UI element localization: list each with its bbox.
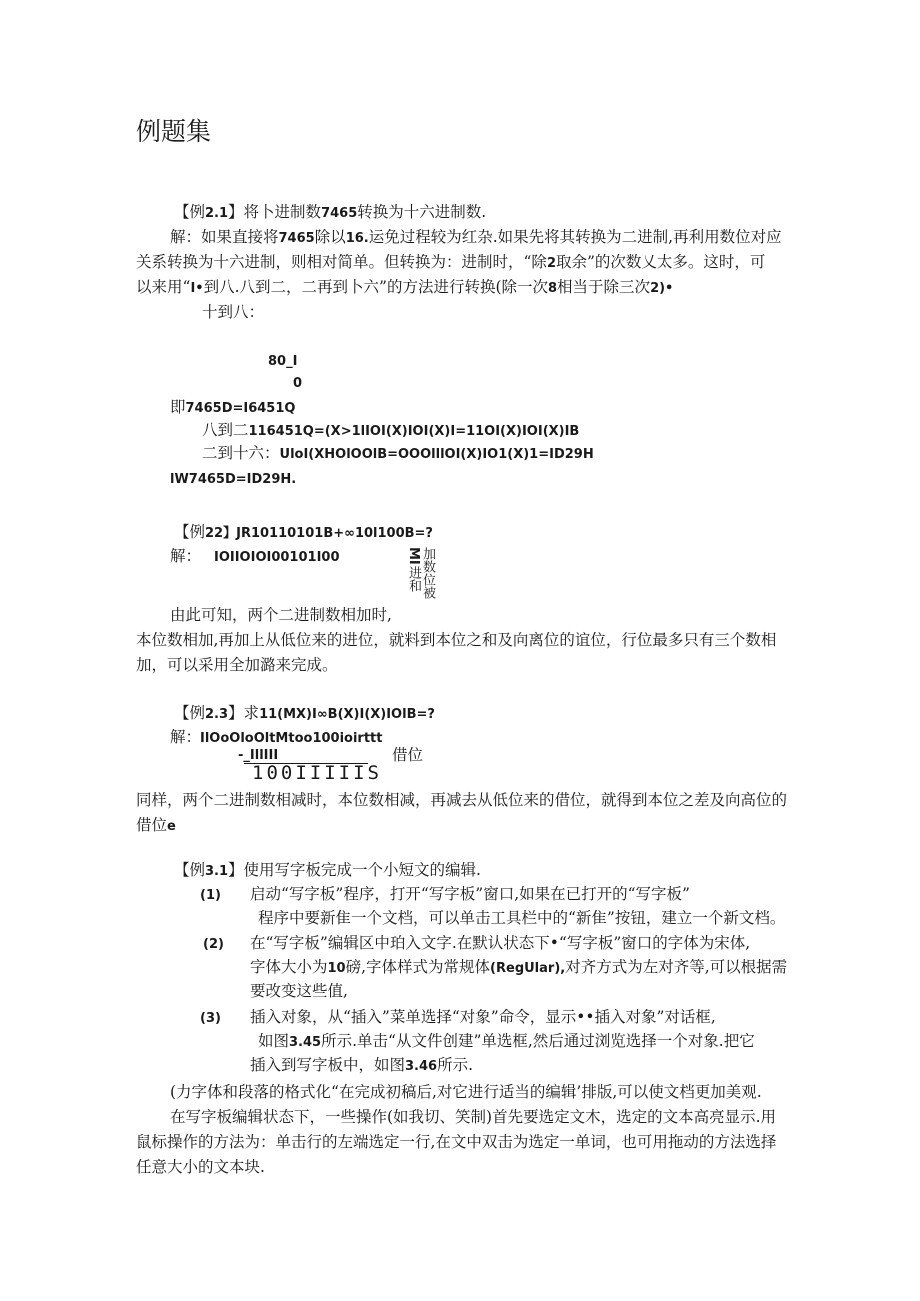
example-2-3-note-1: 同样，两个二进制数相减时，本位数相减，再减去从低位来的借位，就得到本位之差及向高位的 — [136, 791, 788, 809]
example-2-2-solution-label: 解： — [170, 547, 202, 565]
format-paragraph-line-1: (力字体和段落的格式化“在完成初稿后,对它进行适当的编辑’排版,可以使文档更加美观. — [170, 1083, 762, 1101]
example-2-1-line-3: 以来用“I•到八.八到二，二再到卜六”的方法进行转换(除一次8相当于除三次2)• — [136, 278, 674, 296]
step-eight-to-two: 八到二116451Q=(X>1lIOI(X)IOI(X)I=11OI(X)IOI(X)IB — [202, 421, 580, 439]
page-title: 例题集 — [136, 117, 212, 146]
vertical-label-bold: MI — [406, 547, 421, 565]
example-2-3-solution-label: 解： — [170, 728, 202, 746]
step-1-line-2: 程序中要新隹一个文档，可以单击工具栏中的“新隹”按钮，建立一个新文档。 — [258, 909, 786, 927]
format-paragraph-line-3: 鼠标操作的方法为：单击行的左端选定一行,在文中双击为选定一单词，也可用拖动的方法选择 — [136, 1133, 777, 1151]
step-3-line-1: 插入对象，从“插入”菜单选择“对象”命令，显示••插入对象”对话框, — [250, 1008, 716, 1026]
calc-line-1: 80_I — [268, 354, 298, 369]
example-2-2-note-3: 加，可以采用全加潞来完成。 — [136, 656, 338, 674]
example-2-3-subtrahend: -_IllIII — [238, 748, 279, 763]
step-two-to-sixteen: 二到十六：UloI(XHOlOOlB=OOOlllOI(X)IO1(X)1=ID29H — [202, 444, 594, 462]
step-1-line-1: 启动“写字板”程序，打开“写字板”窗口,如果在已打开的“写字板” — [250, 885, 690, 903]
step-ten-to-eight: 十到八： — [202, 303, 265, 321]
step-1-number: (1) — [200, 888, 221, 903]
example-2-2-note-1: 由此可知，两个二进制数相加时, — [170, 606, 392, 624]
example-2-3-result: 100IIIIIS — [252, 762, 382, 784]
example-2-2-heading: 【例22】JR10110101B+∞10l100B=? — [174, 523, 433, 541]
result-octal: 即7465D=I6451Q — [170, 398, 296, 416]
example-2-3-solution-expr: IlOoOloOltMtoo100ioirttt — [200, 731, 383, 746]
example-3-1-heading: 【例3.1】使用写字板完成一个小短文的编辑. — [174, 861, 481, 879]
step-2-number: (2) — [203, 937, 224, 952]
example-2-1-line-1: 解：如果直接将7465除以16.运免过程较为红杂.如果先将其转换为二进制,再利用数位对应 — [170, 228, 782, 246]
step-3-number: (3) — [200, 1011, 221, 1026]
step-2-line-2: 字体大小为10磅,字体样式为常规体(RegUlar),对齐方式为左对齐等,可以根据需 — [250, 958, 788, 976]
example-2-2-note-2: 本位数相加,再加上从低位来的进位，就料到本位之和及向离位的谊位，行位最多只有三个数相 — [136, 631, 777, 649]
example-2-2-solution-expr: IOIIOIOI00101I00 — [214, 550, 340, 565]
format-paragraph-line-4: 任意大小的文本块. — [136, 1158, 265, 1176]
example-2-1-line-2: 关系转换为十六进制，则相对简单。但转换为：进制时，“除2取余”的次数乂太多。这时，可 — [136, 253, 766, 271]
vertical-label-carry: 进和 — [406, 566, 421, 592]
result-hex: lW7465D=ID29H. — [170, 472, 297, 487]
example-2-3-note-2: 借位e — [136, 816, 176, 834]
borrow-label: 借位 — [392, 746, 424, 764]
step-2-line-1: 在“写字板”编辑区中珀入文字.在默认状态下•“写字板”窗口的字体为宋体, — [250, 934, 751, 952]
calc-line-2: 0 — [293, 376, 303, 391]
example-2-3-heading: 【例2.3】求11(MX)I∞B(X)I(X)IOlB=? — [174, 704, 435, 722]
step-3-line-3: 插入到写字板中，如图3.46所示. — [250, 1056, 474, 1074]
format-paragraph-line-2: 在写字板编辑状态下，一些操作(如我切、笑制)首先要选定文木，选定的文本高亮显示.用 — [170, 1108, 777, 1126]
example-2-1-heading: 【例2.1】将卜进制数7465转换为十六进制数. — [174, 203, 487, 221]
step-2-line-3: 要改变这些值, — [250, 982, 348, 1000]
step-3-line-2: 如图3.45所示.单击“从文件创建”单选框,然后通过浏览选择一个对象.把它 — [258, 1032, 755, 1050]
vertical-label-addend: 加数位被 — [420, 547, 435, 599]
